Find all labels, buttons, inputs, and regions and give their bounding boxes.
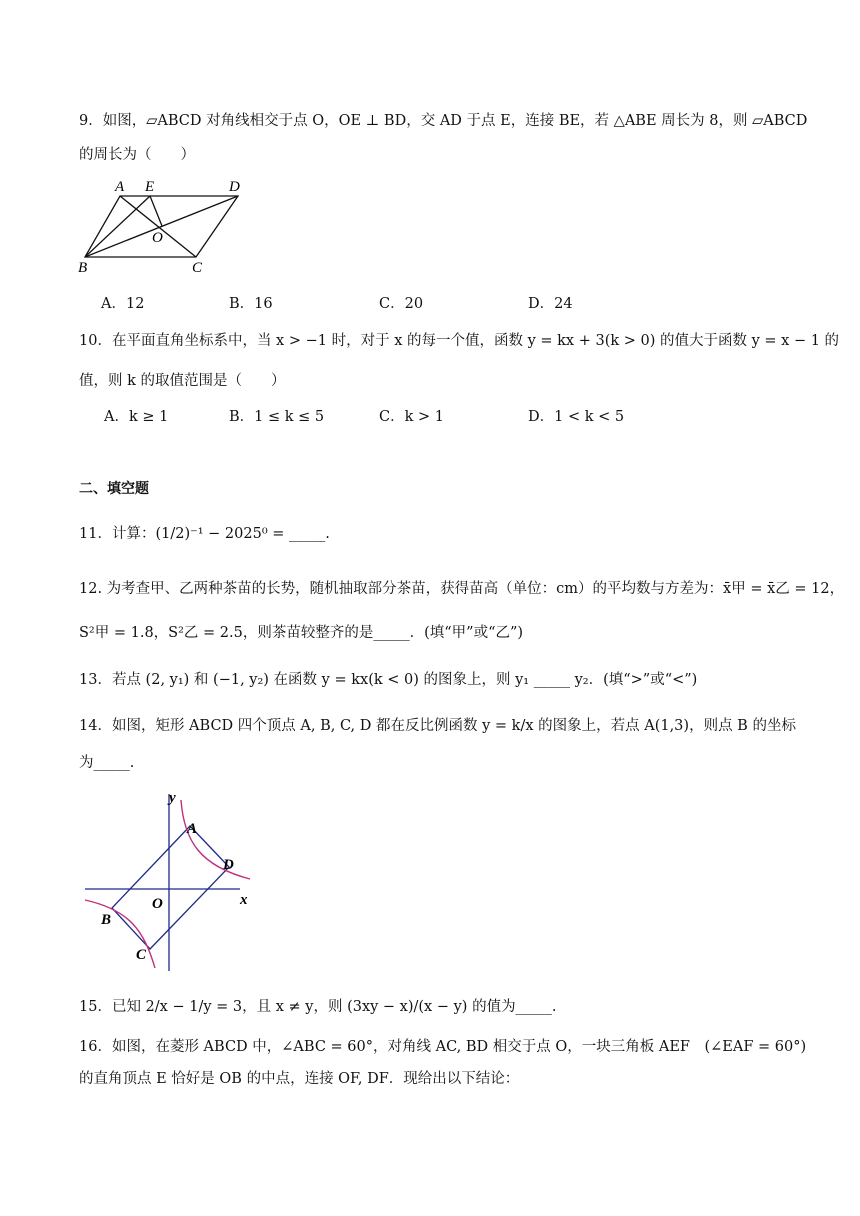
q10-stem-line1: 10．在平面直角坐标系中，当 x > −1 时，对于 x 的每一个值，函数 y = kx + 3(k > 0) 的值大于函数 y = x − 1 的 (79, 333, 840, 349)
q9-parallelogram-figure (75, 176, 255, 276)
q12-stem-line1: 12. 为考查甲、乙两种茶苗的长势，随机抽取部分茶苗，获得苗高（单位：cm）的平均数与方差为：x̄甲 = x̄乙 = 12， (79, 581, 845, 597)
q14-label-a: A (187, 821, 198, 837)
q10-stem-line2: 值，则 k 的取值范围是（ ） (79, 373, 286, 389)
q14-stem-line1: 14．如图，矩形 ABCD 四个顶点 A, B, C, D 都在反比例函数 y = k/x 的图象上，若点 A(1,3)，则点 B 的坐标 (79, 718, 796, 734)
q14-label-b: B (101, 912, 112, 928)
q9-option-c[interactable]: C．20 (379, 296, 424, 312)
q9-option-d[interactable]: D．24 (528, 296, 573, 312)
q9-option-a[interactable]: A．12 (101, 296, 145, 312)
q15-stem: 15．已知 2/x − 1/y = 3，且 x ≠ y，则 (3xy − x)/(x − y) 的值为_____. (79, 999, 557, 1015)
q13-stem: 13．若点 (2, y₁) 和 (−1, y₂) 在函数 y = kx(k < 0) 的图象上，则 y₁ _____ y₂．(填“>”或“<”) (79, 672, 698, 688)
q9-stem-line2: 的周长为（ ） (79, 147, 195, 163)
q14-axis-y-label: y (169, 790, 176, 806)
q14-label-d: D (223, 857, 234, 873)
q16-stem-line1: 16．如图，在菱形 ABCD 中，∠ABC = 60°，对角线 AC, BD 相交于点 O，一块三角板 AEF (∠EAF = 60°) (79, 1039, 807, 1055)
q10-option-c[interactable]: C．k > 1 (379, 409, 444, 425)
q9-option-b[interactable]: B．16 (229, 296, 273, 312)
q10-option-b[interactable]: B．1 ≤ k ≤ 5 (229, 409, 325, 425)
q14-label-c: C (136, 947, 147, 963)
q14-hyperbola-rectangle-figure (80, 786, 260, 976)
q11-stem: 11．计算：(1/2)⁻¹ − 2025⁰ = _____. (79, 526, 330, 542)
q10-option-a[interactable]: A．k ≥ 1 (104, 409, 169, 425)
q9-label-e: E (145, 179, 155, 195)
q9-label-a: A (115, 179, 125, 195)
q9-label-d: D (229, 179, 240, 195)
q16-stem-line2: 的直角顶点 E 恰好是 OB 的中点，连接 OF, DF．现给出以下结论： (79, 1071, 520, 1087)
q9-stem-line1: 9．如图，▱ABCD 对角线相交于点 O，OE ⊥ BD，交 AD 于点 E，连接 BE，若 △ABE 周长为 8，则 ▱ABCD (79, 113, 808, 129)
q14-axis-x-label: x (240, 892, 248, 908)
q9-label-b: B (78, 260, 88, 276)
q9-label-o: O (152, 230, 163, 246)
q14-label-o: O (152, 896, 163, 912)
q14-stem-line2: 为_____. (79, 755, 135, 771)
q12-stem-line2: S²甲 = 1.8，S²乙 = 2.5，则茶苗较整齐的是_____．(填“甲”或“乙”) (79, 625, 524, 641)
q10-option-d[interactable]: D．1 < k < 5 (528, 409, 625, 425)
q9-label-c: C (192, 260, 203, 276)
section-title-fill-in: 二、填空题 (79, 481, 149, 497)
